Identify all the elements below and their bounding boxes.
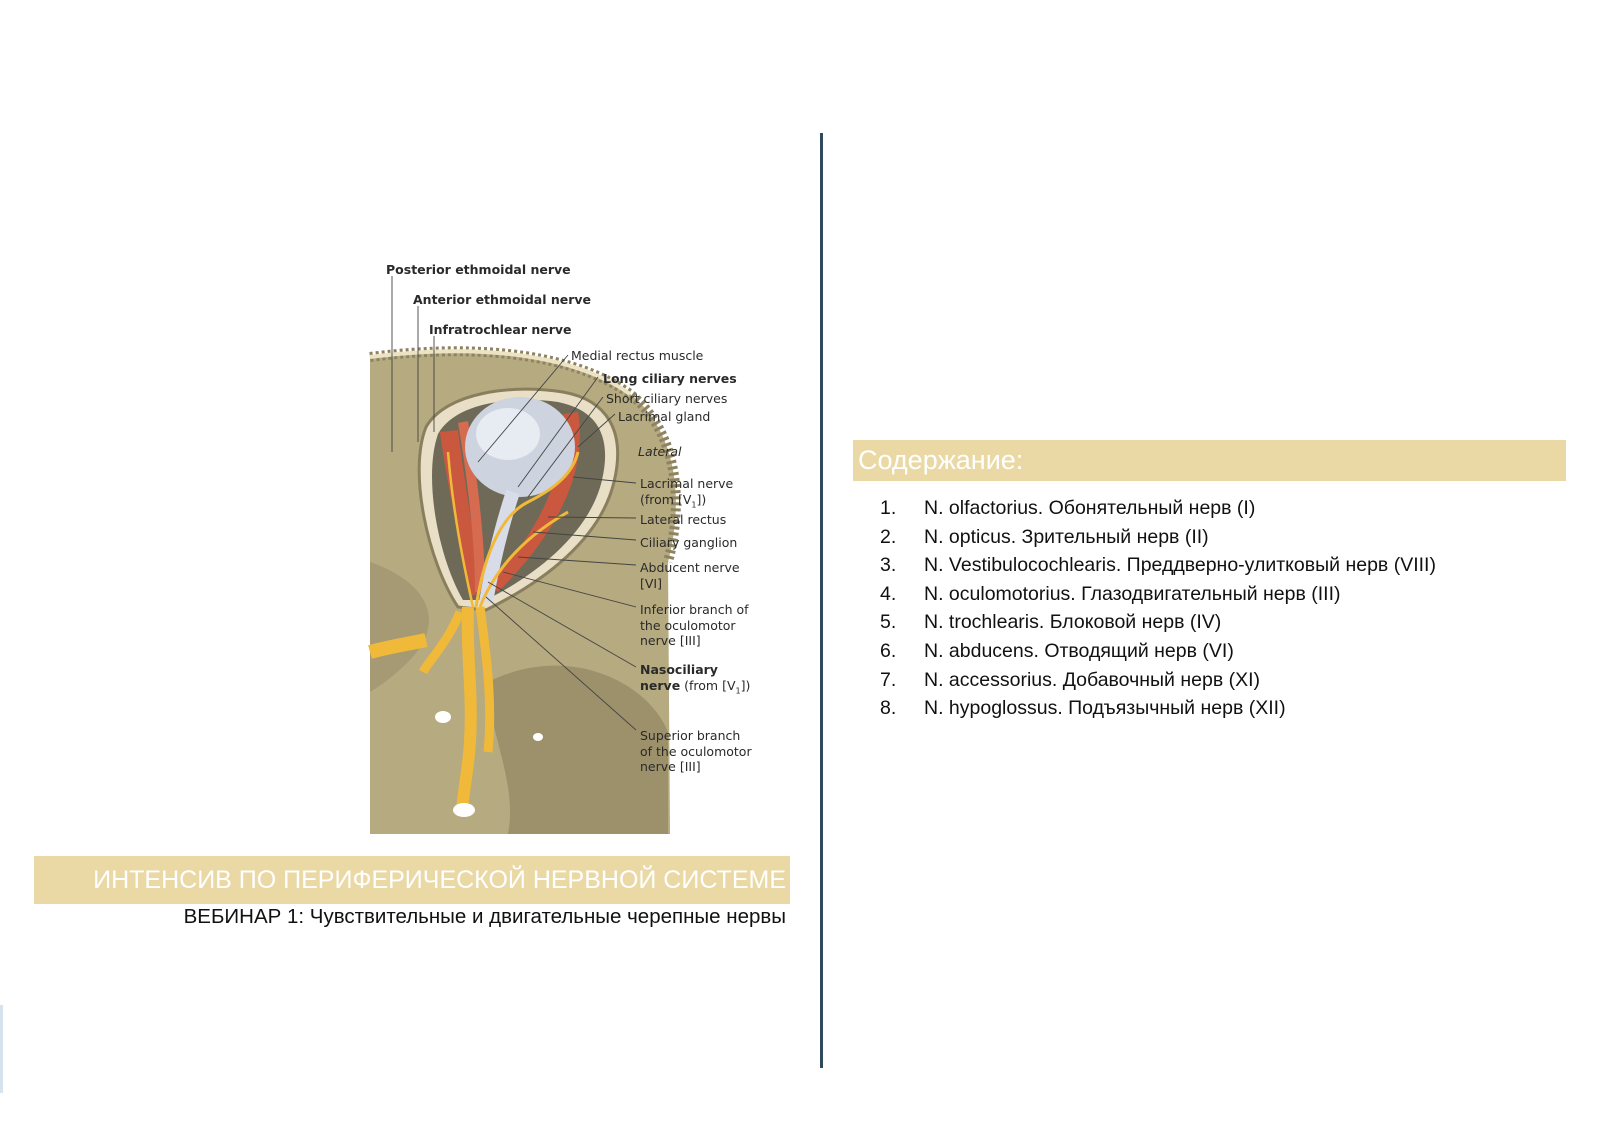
contents-item: [880, 523, 1436, 552]
contents-item-text: N. accessorius. Добавочный нерв (XI): [924, 668, 1261, 691]
label-lateral: Lateral: [638, 444, 682, 459]
contents-item: [880, 637, 1436, 666]
label-lacrimal-nerve: Lacrimal nerve (from $[V_1]$): [640, 476, 734, 509]
contents-item-text: N. trochlearis. Блоковой нерв (IV): [924, 611, 1222, 634]
orbit-nerves-figure: [368, 262, 780, 834]
label-posterior-ethmoidal-nerve: Posterior ethmoidal nerve: [386, 262, 571, 277]
label-abducent-nerve: Abducent nerve [VI]: [640, 560, 740, 591]
edge-mark: [0, 1005, 3, 1093]
contents-item-text: N. abducens. Отводящий нерв (VI): [924, 639, 1234, 662]
contents-item: [880, 494, 1436, 523]
contents-item-text: N. oculomotorius. Глазодвигательный нерв (III): [924, 582, 1341, 605]
contents-item-number: 7.: [880, 668, 897, 691]
contents-item-text: N. hypoglossus. Подъязычный нерв (XII): [924, 697, 1286, 720]
contents-item: [880, 666, 1436, 695]
contents-item-number: 4.: [880, 582, 897, 605]
contents-item-number: 1.: [880, 497, 897, 519]
contents-item-number: 2.: [880, 525, 897, 548]
contents-item: [880, 551, 1436, 580]
label-short-ciliary-nerves: Short ciliary nerves: [606, 391, 728, 406]
contents-item-text: N. olfactorius. Обонятельный нерв (I): [924, 497, 1256, 519]
label-infratrochlear-nerve: Infratrochlear nerve: [429, 322, 572, 337]
label-long-ciliary-nerves: Long ciliary nerves: [603, 371, 737, 386]
vertical-divider: [820, 133, 823, 1068]
label-lacrimal-gland: Lacrimal gland: [618, 409, 711, 424]
label-ciliary-ganglion: Ciliary ganglion: [640, 535, 738, 550]
label-anterior-ethmoidal-nerve: Anterior ethmoidal nerve: [413, 292, 592, 307]
course-title-banner: ИНТЕНСИВ ПО ПЕРИФЕРИЧЕСКОЙ НЕРВНОЙ СИСТЕМЕ: [34, 856, 790, 904]
webinar-subtitle: ВЕБИНАР 1: Чувствительные и двигательные черепные нервы: [183, 905, 786, 928]
contents-item-text: N. Vestibulocochlearis. Преддверно-улитковый нерв (VIII): [924, 554, 1436, 577]
contents-list: [880, 494, 1436, 723]
label-lateral-rectus: Lateral rectus: [640, 512, 727, 527]
label-medial-rectus-muscle: Medial rectus muscle: [571, 348, 704, 363]
label-nasociliary-nerve: Nasociliary nerve (from $[V_1]$): [640, 662, 751, 695]
contents-item: [880, 580, 1436, 609]
contents-item-number: 5.: [880, 611, 897, 634]
contents-item-number: 8.: [880, 697, 897, 720]
contents-item: [880, 608, 1436, 637]
contents-heading: Содержание:: [853, 440, 1566, 481]
contents-item-text: N. opticus. Зрительный нерв (II): [924, 525, 1209, 548]
label-superior-branch-oculomotor: Superior branch of the oculomotor nerve [III]: [640, 728, 752, 774]
contents-item-number: 6.: [880, 639, 897, 662]
contents-item-number: 3.: [880, 554, 897, 577]
label-inferior-branch-oculomotor: Inferior branch of the oculomotor nerve [III]: [640, 602, 749, 648]
contents-item: [880, 694, 1436, 723]
